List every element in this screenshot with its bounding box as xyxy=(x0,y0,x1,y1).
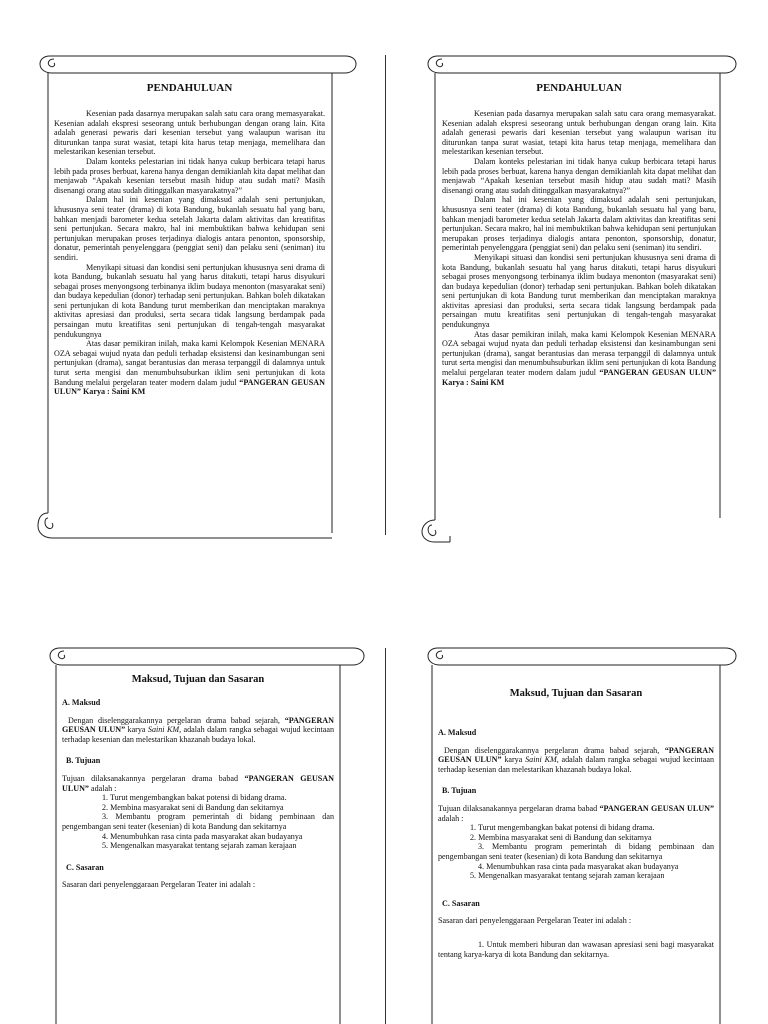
list-item: 2. Membina masyarakat seni di Bandung dan sekitarnya xyxy=(470,832,652,842)
scroll-page-top-left xyxy=(40,48,362,543)
list-item: 5. Mengenalkan masyarakat tentang sejarah zaman kerajaan xyxy=(470,871,665,881)
paragraph: Sasaran dari penyelenggaraan Pergelaran Teater ini adalah : xyxy=(438,916,632,926)
list-item: 3. Membantu program pemerintah di bidang pembinaan dan pengembangan seni teater (kesenian) di kota Bandung dan sekitarnya xyxy=(62,812,334,831)
scroll-page-bottom-right xyxy=(420,640,742,1024)
text: Dengan diselenggarakannya pergelaran drama babad sejarah, xyxy=(68,715,285,725)
section-heading-maksud: A. Maksud xyxy=(62,698,101,707)
paragraph: Kesenian pada dasarnya merupakan salah satu cara orang memasyarakat. Kesenian adalah ekspresi seseorang untuk berhubungan dengan orang lain. Kita adalah generasi pewaris dari kesenian tersebut yang walaupun warisan itu diturunkan tanpa surat wasiat, tetapi kita harus tetap menjaga, memelihara dan melestarikan kesenian tersebut. xyxy=(54,109,325,157)
center-divider-top xyxy=(385,55,386,535)
play-title: “PANGERAN GEUSAN ULUN” xyxy=(599,803,714,813)
text: karya xyxy=(125,725,148,735)
list-item: 2. Membina masyarakat seni di Bandung dan sekitarnya xyxy=(102,802,284,812)
scroll-page-top-right xyxy=(420,48,742,543)
scroll-page-bottom-left xyxy=(48,640,370,1024)
paragraph: Dalam hal ini kesenian yang dimaksud adalah seni pertunjukan, khususnya seni teater (drama) di kota Bandung, bukanlah sesuatu hal yang baru, bahkan menjadi barometer kedua setelah Jakarta dalam aktivitas dan kreatifitas seni pertunjukan. Secara makro, hal ini membuktikan bahwa kehidupan seni pertunjukan merupakan proses terjadinya dialogis antara penonton, sponsorship, donatur, pemerintah penyelenggara (penggiat seni) dan pelaku seni (seniman) itu sendiri. xyxy=(54,195,325,262)
paragraph xyxy=(438,746,714,775)
section-heading-sasaran: C. Sasaran xyxy=(66,862,104,872)
section-heading-sasaran: C. Sasaran xyxy=(442,898,480,908)
text: karya xyxy=(501,755,526,765)
text: Karya : xyxy=(80,387,112,397)
text: Dengan diselenggarakannya pergelaran drama babad sejarah, xyxy=(444,745,665,755)
paragraph xyxy=(62,774,334,793)
paragraph: Menyikapi situasi dan kondisi seni pertunjukan khususnya seni drama di kota Bandung, bukanlah sesuatu hal yang harus ditakuti, tetapi harus disyukuri sebagai proses menyongsong terbinanya iklim budaya menonton (masyarakat seni) dan budaya kepedulian (donor) terhadap seni pertunjukan. Bahkan boleh dikatakan seni pertunjukan di kota Bandung turut memberikan dan menciptakan maraknya aktivitas apresiasi dan produksi, serta secara tidak langsung berdampak pada persaingan mutu kreatifitas seni pertunjukan di tengah-tengah masyarakat pendukungnya xyxy=(54,262,325,339)
pendahuluan-content xyxy=(54,82,325,397)
page-title: Maksud, Tujuan dan Sasaran xyxy=(509,688,643,699)
play-title: “PANGERAN GEUSAN ULUN” xyxy=(599,368,716,378)
center-divider-bottom xyxy=(385,648,386,1024)
page-title: Maksud, Tujuan dan Sasaran xyxy=(131,674,265,685)
list-item: 1. Turut mengembangkan bakat potensi di bidang drama. xyxy=(102,793,287,803)
maksud-content xyxy=(62,674,334,890)
page-title: PENDAHULUAN xyxy=(536,82,622,94)
list-item: 4. Menumbuhkan rasa cinta pada masyarakat akan budayanya xyxy=(102,831,303,841)
paragraph xyxy=(442,330,716,388)
paragraph xyxy=(62,716,334,745)
paragraph xyxy=(54,339,325,397)
text: adalah : xyxy=(438,813,464,823)
text: Tujuan dilaksanakannya pergelaran drama babad xyxy=(438,803,600,813)
text: Atas dasar pemikiran inilah, maka kami Kelompok Kesenian MENARA OZA sebagai wujud nyata dan peduli terhadap eksistensi dan kesinambungan seni pertunjukan (drama), sangat berantusias dan merasa terpanggil di dalamnya untuk turut serta mengisi dan menumbuhsuburkan iklim seni pertunjukan di kota Bandung melalui pergelaran teater modern dalam judul xyxy=(442,329,716,378)
pendahuluan-content xyxy=(442,82,716,387)
play-title: “PANGERAN GEUSAN ULUN” xyxy=(54,377,325,397)
section-heading-maksud: A. Maksud xyxy=(438,728,477,737)
paragraph: Kesenian pada dasarnya merupakan salah satu cara orang memasyarakat. Kesenian adalah ekspresi seseorang untuk berhubungan dengan orang lain. Kita adalah generasi pewaris dari kesenian tersebut yang walaupun warisan itu diturunkan tanpa surat wasiat, tetapi kita harus tetap menjaga, memelihara dan melestarikan kesenian tersebut. xyxy=(442,109,716,157)
list-item: 1. Turut mengembangkan bakat potensi di bidang drama. xyxy=(470,823,655,833)
play-title: “PANGERAN GEUSAN ULUN” xyxy=(438,745,714,765)
play-title: “PANGERAN GEUSAN ULUN” xyxy=(62,715,334,735)
text: Karya : xyxy=(442,377,471,387)
paragraph: Dalam hal ini kesenian yang dimaksud adalah seni pertunjukan, khususnya seni teater (drama) di kota Bandung, bukanlah sesuatu hal yang baru, bahkan menjadi barometer kedua setelah Jakarta dalam aktivitas dan kreatifitas seni pertunjukan. Secara makro, hal ini membuktikan bahwa kehidupan seni pertunjukan merupakan proses terjadinya dialogis antara penonton, sponsorship, donatur, pemerintah penyelenggara (penggiat seni) dan pelaku seni (seniman) itu sendiri. xyxy=(442,195,716,253)
text: adalah dalam rangka sebagai wujud kecintaan terhadap kesenian dan melestarikan khazanah budaya lokal. xyxy=(438,755,714,774)
text: Atas dasar pemikiran inilah, maka kami Kelompok Kesenian MENARA OZA sebagai wujud nyata dan peduli terhadap eksistensi dan kesinambungan seni pertunjukan (drama), sangat berantusias dan merasa terpanggil di dalamnya untuk turut serta mengisi dan menumbuhsuburkan iklim seni pertunjukan di kota Bandung melalui pergelaran teater modern dalam judul xyxy=(54,339,325,387)
text: adalah dalam rangka sebagai wujud kecintaan terhadap kesenian dan melestarikan khazanah budaya lokal. xyxy=(62,725,334,744)
maksud-content xyxy=(438,688,714,959)
list-item: 1. Untuk memberi hiburan dan wawasan apresiasi seni bagi masyarakat tentang karya-karya di kota Bandung dan sekitarnya. xyxy=(438,939,714,959)
section-heading-tujuan: B. Tujuan xyxy=(66,756,101,766)
paragraph: Dalam konteks pelestarian ini tidak hanya cukup berbicara tetapi harus lebih pada proses berbuat, karena hanya dengan demikianlah kita dapat melihat dan menjawab “Apakah kesenian tersebut masih hidup atau sudah mati? Masih disenangi orang atau sudah ditinggalkan masyarakatnya?” xyxy=(54,156,325,195)
author: Saini KM, xyxy=(147,725,182,735)
paragraph: Dalam konteks pelestarian ini tidak hanya cukup berbicara tetapi harus lebih pada proses berbuat, karena hanya dengan demikianlah kita dapat melihat dan menjawab “Apakah kesenian tersebut masih hidup atau sudah mati? Masih disenangi orang atau sudah ditinggalkan masyarakatnya?” xyxy=(442,156,716,195)
author: Saini KM, xyxy=(525,755,559,765)
play-title: “PANGERAN GEUSAN ULUN” xyxy=(62,773,334,793)
paragraph xyxy=(438,804,714,823)
text: Tujuan dilaksanakannya pergelaran drama babad xyxy=(62,773,245,783)
list-item: 4. Menumbuhkan rasa cinta pada masyarakat akan budayanya xyxy=(478,861,679,871)
paragraph: Sasaran dari penyelenggaraan Pergelaran Teater ini adalah : xyxy=(62,880,256,890)
author: Saini KM xyxy=(470,377,505,387)
author: Saini KM xyxy=(111,387,146,397)
list-item: 3. Membantu program pemerintah di bidang pembinaan dan pengembangan seni teater (kesenian) di kota Bandung dan sekitarnya xyxy=(438,842,714,861)
paragraph: Menyikapi situasi dan kondisi seni pertunjukan khususnya seni drama di kota Bandung, bukanlah sesuatu hal yang harus ditakuti, tetapi harus disyukuri sebagai proses menyongsong terbinanya iklim budaya menonton (masyarakat seni) dan budaya kepedulian (donor) terhadap seni pertunjukan. Bahkan boleh dikatakan seni pertunjukan di kota Bandung turut memberikan dan menciptakan maraknya aktivitas apresiasi dan produksi, serta secara tidak langsung berdampak pada persaingan mutu kreatifitas seni pertunjukan di tengah-tengah masyarakat pendukungnya xyxy=(442,252,716,330)
section-heading-tujuan: B. Tujuan xyxy=(442,786,477,796)
list-item: 5. Mengenalkan masyarakat tentang sejarah zaman kerajaan xyxy=(102,841,297,851)
page-title: PENDAHULUAN xyxy=(146,82,233,94)
text: adalah : xyxy=(88,783,117,793)
